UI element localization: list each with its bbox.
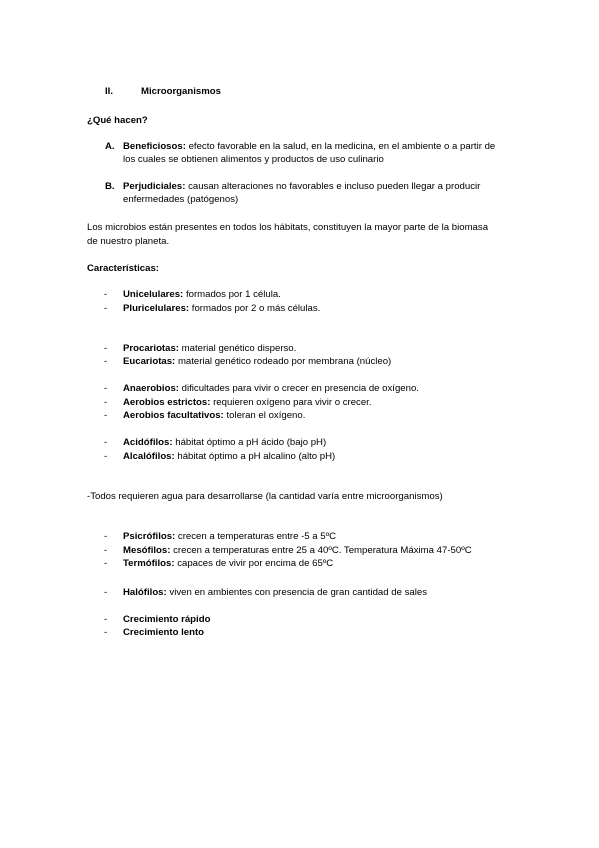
section-title: Microorganismos — [141, 86, 221, 97]
term: Crecimiento rápido — [123, 614, 211, 625]
list-item — [123, 181, 480, 193]
definition: material genético rodeado por membrana (núcleo) — [177, 356, 392, 367]
definition: viven en ambientes con presencia de gran cantidad de sales — [169, 587, 427, 598]
term: Halófilos: — [123, 587, 167, 598]
list-item — [123, 614, 210, 626]
question-heading: ¿Qué hacen? — [87, 115, 148, 126]
term: Termófilos: — [123, 558, 175, 569]
bullet: - — [104, 289, 108, 300]
bullet: - — [104, 410, 108, 421]
definition: capaces de vivir por encima de 65ºC — [177, 558, 334, 569]
bullet: - — [104, 451, 108, 462]
bullet: - — [104, 587, 108, 598]
definition: requieren oxígeno para vivir o crecer. — [213, 397, 372, 408]
characteristics-heading: Características: — [87, 263, 159, 274]
term: Perjudiciales: — [123, 181, 186, 192]
list-marker: B. — [105, 181, 115, 192]
list-item — [123, 451, 335, 463]
list-item — [123, 303, 320, 315]
list-item — [123, 531, 336, 543]
definition: crecen a temperaturas entre -5 a 5ºC — [177, 531, 337, 542]
bullet: - — [104, 303, 108, 314]
definition: material genético disperso. — [181, 343, 297, 354]
bullet: - — [104, 397, 108, 408]
term: Mesófilos: — [123, 545, 171, 556]
term: Eucariotas: — [123, 356, 176, 367]
list-item — [123, 627, 204, 639]
bullet: - — [104, 437, 108, 448]
water-note: -Todos requieren agua para desarrollarse (la cantidad varía entre microorganismos) — [87, 491, 443, 502]
term: Acidófilos: — [123, 437, 173, 448]
definition: hábitat óptimo a pH alcalino (alto pH) — [177, 451, 336, 462]
list-item — [123, 343, 296, 355]
definition-continuation: los cuales se obtienen alimentos y productos de uso culinario — [123, 154, 384, 165]
list-item — [123, 356, 391, 368]
bullet: - — [104, 627, 108, 638]
definition: formados por 1 célula. — [185, 289, 281, 300]
list-item — [123, 587, 427, 599]
term: Anaerobios: — [123, 383, 179, 394]
bullet: - — [104, 614, 108, 625]
paragraph-line: Los microbios están presentes en todos los hábitats, constituyen la mayor parte de la biomasa — [87, 222, 489, 233]
list-marker: A. — [105, 141, 115, 152]
list-item — [123, 410, 305, 422]
list-item — [123, 437, 326, 449]
definition: formados por 2 o más células. — [191, 303, 321, 314]
list-item — [123, 545, 472, 557]
bullet: - — [104, 343, 108, 354]
bullet: - — [104, 356, 108, 367]
definition: efecto favorable en la salud, en la medicina, en el ambiente o a partir de — [188, 141, 496, 152]
list-item — [123, 141, 495, 153]
term: Crecimiento lento — [123, 627, 205, 638]
list-item — [123, 558, 333, 570]
list-item — [123, 397, 372, 409]
bullet: - — [104, 531, 108, 542]
definition: dificultades para vivir o crecer en presencia de oxígeno. — [181, 383, 419, 394]
definition: toleran el oxígeno. — [226, 410, 306, 421]
definition: hábitat óptimo a pH ácido (bajo pH) — [175, 437, 327, 448]
paragraph-line: de nuestro planeta. — [87, 236, 170, 247]
bullet: - — [104, 558, 108, 569]
definition: causan alteraciones no favorables e incluso pueden llegar a producir — [188, 181, 481, 192]
list-item — [123, 383, 419, 395]
term: Aerobios estrictos: — [123, 397, 211, 408]
list-item — [123, 289, 281, 301]
term: Pluricelulares: — [123, 303, 190, 314]
term: Aerobios facultativos: — [123, 410, 224, 421]
term: Beneficiosos: — [123, 141, 186, 152]
term: Alcalófilos: — [123, 451, 175, 462]
definition-continuation: enfermedades (patógenos) — [123, 194, 239, 205]
term: Psicrófilos: — [123, 531, 176, 542]
bullet: - — [104, 545, 108, 556]
bullet: - — [104, 383, 108, 394]
section-number: II. — [105, 86, 113, 97]
term: Unicelulares: — [123, 289, 184, 300]
definition: crecen a temperaturas entre 25 a 40ºC. Temperatura Máxima 47-50ºC — [173, 545, 472, 556]
term: Procariotas: — [123, 343, 179, 354]
